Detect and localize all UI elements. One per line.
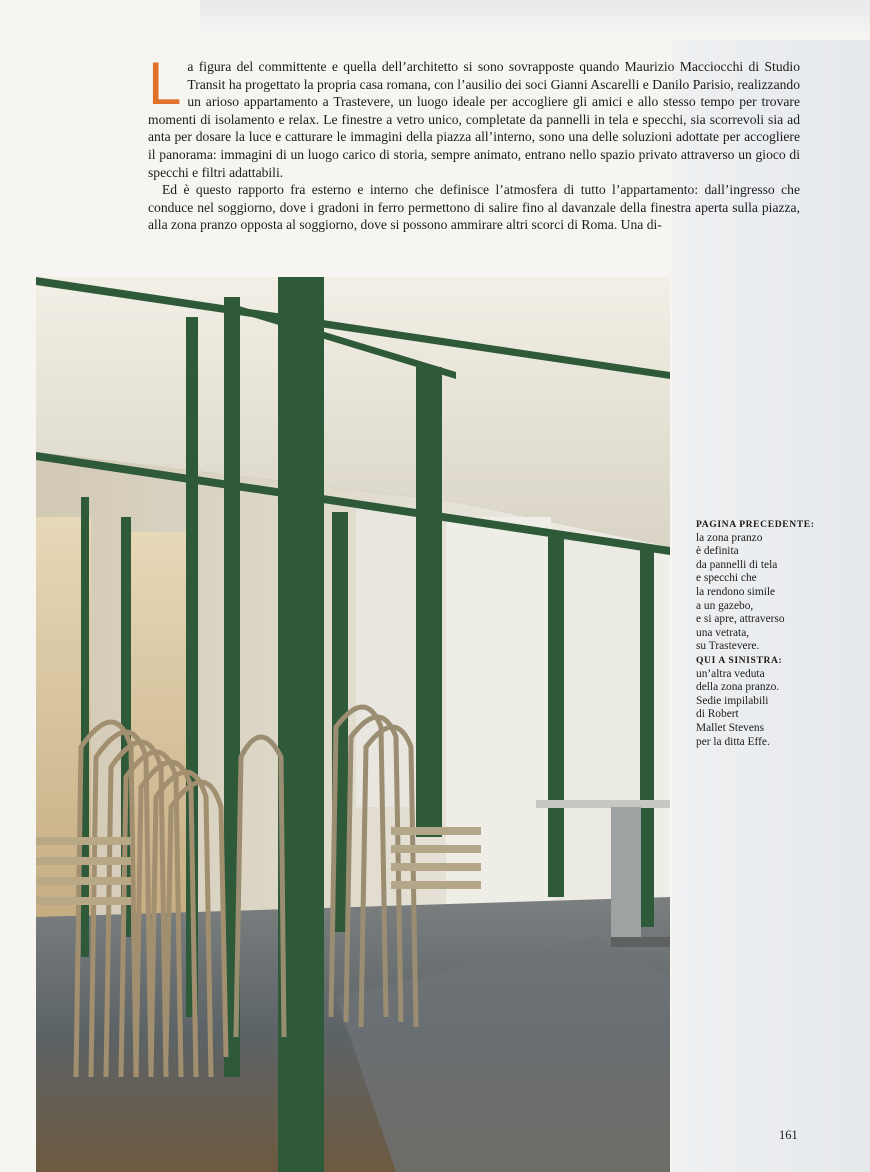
drop-cap: L bbox=[148, 50, 182, 117]
caption-line: la zona pranzo bbox=[696, 531, 763, 544]
caption-line: un’altra veduta bbox=[696, 667, 765, 680]
caption-heading-previous: PAGINA PRECEDENTE: bbox=[696, 519, 815, 530]
caption-line: una vetrata, bbox=[696, 626, 750, 639]
paragraph-1-text: a figura del committente e quella dell’architetto si sono sovrapposte quando Maurizio Macciocchi di Studio Transit ha progettato la propria casa romana, con l’ausilio dei soci Gianni Ascarelli e Danilo Parisio, realizzando un arioso appartamento a Trastevere, un luogo ideale per accogliere gli amici e allo stesso tempo per trovare momenti di isolamento e relax. Le finestre a vetro unico, completate da pannelli in tela e specchi, sia scorrevoli sia ad anta per dosare la luce e catturare le immagini della piazza all’interno, sono una delle soluzioni adottate per accogliere il panorama: immagini di un luogo carico di storia, sempre animato, entrano nello spazio privato attraverso un gioco di specchi e filtri adattabili. bbox=[148, 59, 800, 180]
caption-line: a un gazebo, bbox=[696, 599, 754, 612]
article-body bbox=[148, 50, 800, 234]
caption-line: della zona pranzo. bbox=[696, 681, 780, 694]
caption-heading-left: QUI A SINISTRA: bbox=[696, 654, 783, 666]
caption-line: di Robert bbox=[696, 708, 739, 721]
facing-page-bleed-top bbox=[200, 0, 870, 40]
caption-line: su Trastevere. bbox=[696, 640, 760, 653]
paragraph-1 bbox=[148, 50, 800, 181]
caption-line: e si apre, attraverso bbox=[696, 613, 785, 626]
caption-line: e specchi che bbox=[696, 572, 757, 585]
interior-photo bbox=[36, 277, 670, 1172]
dining-area-photo-illustration bbox=[36, 277, 670, 1172]
caption-line: da pannelli di tela bbox=[696, 558, 778, 571]
caption-line: Sedie impilabili bbox=[696, 694, 769, 707]
paragraph-2: Ed è questo rapporto fra esterno e interno che definisce l’atmosfera di tutto l’appartamento: dall’ingresso che conduce nel soggiorno, dove i gradoni in ferro permettono di salire fino al davanzale della finestra aperta sulla piazza, alla zona pranzo opposta al soggiorno, dove si possono ammirare altri scorci di Roma. Una di- bbox=[148, 182, 800, 233]
caption-line: la rendono simile bbox=[696, 585, 776, 598]
caption-line: Mallet Stevens bbox=[696, 721, 765, 734]
caption-line: per la ditta Effe. bbox=[696, 735, 770, 748]
photo-caption bbox=[696, 518, 826, 749]
caption-line: è definita bbox=[696, 545, 739, 558]
page-number: 161 bbox=[779, 1128, 798, 1142]
